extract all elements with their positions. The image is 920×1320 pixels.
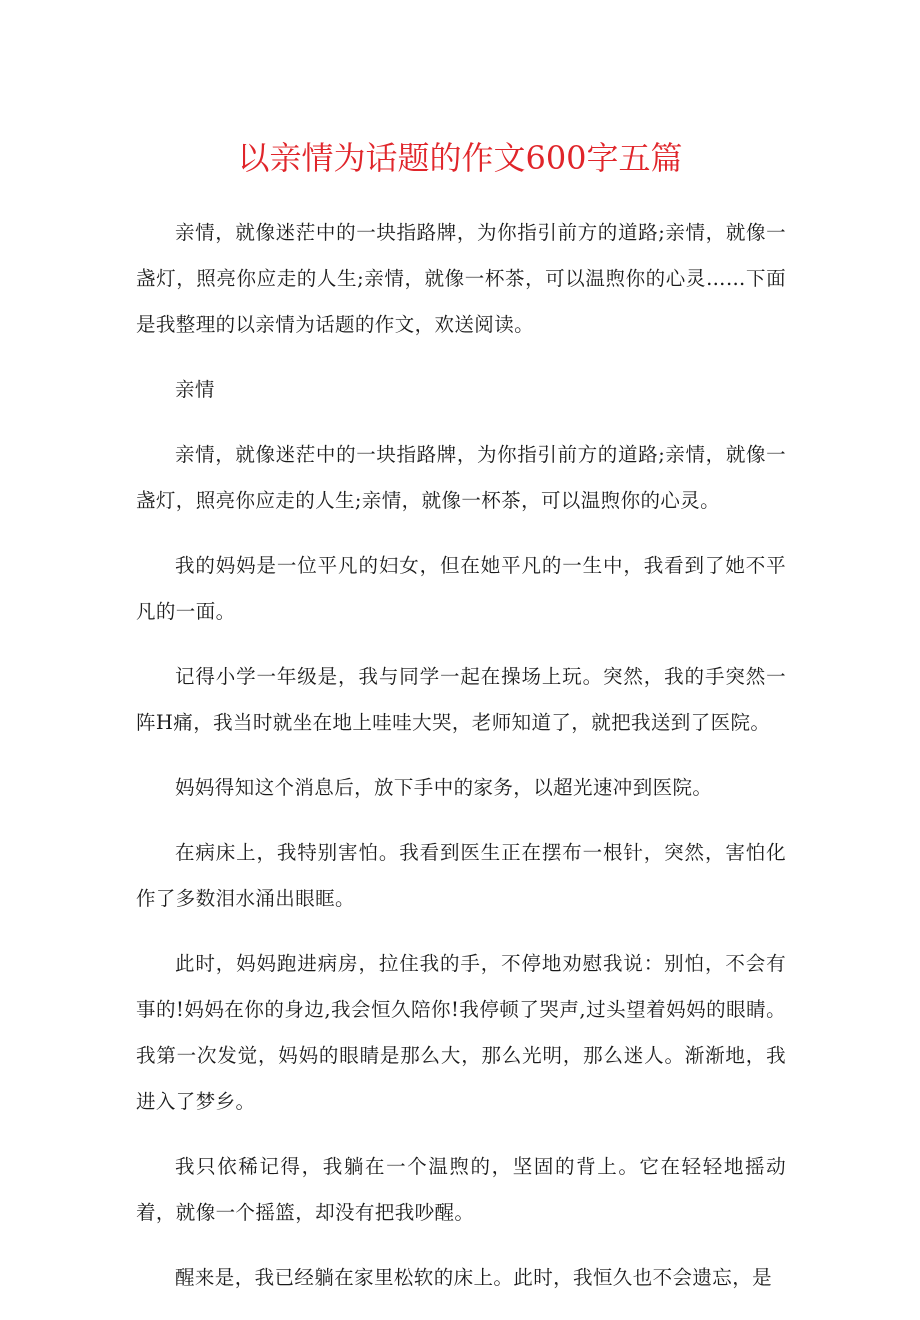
paragraph: 记得小学一年级是，我与同学一起在操场上玩。突然，我的手突然一阵H痛，我当时就坐在地上哇哇大哭，老师知道了，就把我送到了医院。: [136, 665, 786, 734]
paragraph: 我的妈妈是一位平凡的妇女，但在她平凡的一生中，我看到了她不平凡的一面。: [136, 554, 786, 623]
paragraph: 醒来是，我已经躺在家里松软的床上。此时，我恒久也不会遗忘，是: [175, 1266, 773, 1289]
paragraph: 在病床上，我特别害怕。我看到医生正在摆布一根针，突然，害怕化作了多数泪水涌出眼眶。: [136, 841, 786, 910]
paragraph: 妈妈得知这个消息后，放下手中的家务，以超光速冲到医院。: [175, 776, 713, 799]
document-title: 以亲情为话题的作文600字五篇: [237, 139, 683, 177]
paragraph: 我只依稀记得，我躺在一个温煦的，坚固的背上。它在轻轻地摇动着，就像一个摇篮，却没有把我吵醒。: [136, 1155, 786, 1224]
paragraph-intro: 亲情，就像迷茫中的一块指路牌，为你指引前方的道路;亲情，就像一盏灯，照亮你应走的人生;亲情，就像一杯茶，可以温煦你的心灵……下面是我整理的以亲情为话题的作文，欢送阅读。: [136, 221, 786, 336]
paragraph: 此时，妈妈跑进病房，拉住我的手，不停地劝慰我说：别怕，不会有事的!妈妈在你的身边,我会恒久陪你!我停顿了哭声,过头望着妈妈的眼睛。我第一次发觉，妈妈的眼睛是那么大，那么光明，那么迷人。渐渐地，我进入了梦乡。: [136, 952, 786, 1113]
section-heading: 亲情: [175, 378, 215, 401]
paragraph: 亲情，就像迷茫中的一块指路牌，为你指引前方的道路;亲情，就像一盏灯，照亮你应走的人生;亲情，就像一杯茶，可以温煦你的心灵。: [136, 443, 786, 512]
document-body: [136, 210, 786, 1320]
